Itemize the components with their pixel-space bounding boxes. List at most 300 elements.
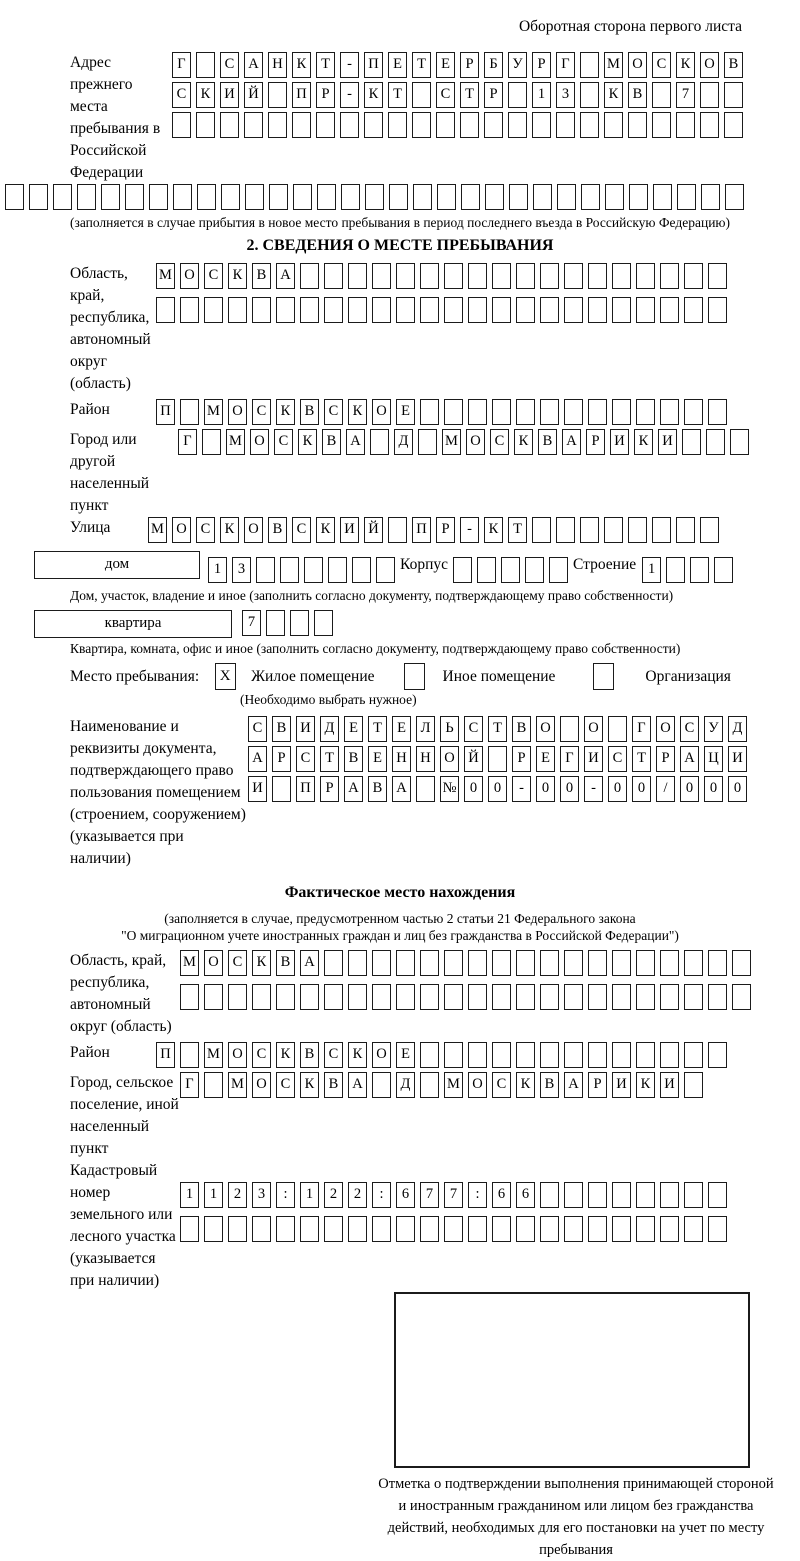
char-cell[interactable] [492, 1042, 511, 1068]
char-cell[interactable] [636, 1042, 655, 1068]
char-cell[interactable] [588, 399, 607, 425]
char-cell[interactable]: - [340, 82, 359, 108]
char-cell[interactable]: Р [656, 746, 675, 772]
char-cell[interactable] [636, 984, 655, 1010]
char-cell[interactable] [293, 184, 312, 210]
char-cell[interactable]: К [300, 1072, 319, 1098]
char-cell[interactable]: Г [172, 52, 191, 78]
char-cell[interactable] [348, 297, 367, 323]
char-cell[interactable] [549, 557, 568, 583]
char-cell[interactable]: О [252, 1072, 271, 1098]
char-cell[interactable] [468, 1042, 487, 1068]
char-cell[interactable]: М [204, 1042, 223, 1068]
char-cell[interactable] [492, 399, 511, 425]
char-cell[interactable]: Д [394, 429, 413, 455]
char-cell[interactable] [314, 610, 333, 636]
char-cell[interactable]: С [220, 52, 239, 78]
char-cell[interactable]: У [508, 52, 527, 78]
char-cell[interactable]: А [562, 429, 581, 455]
apartment-type-box[interactable]: квартира [34, 610, 232, 638]
char-cell[interactable] [420, 263, 439, 289]
char-cell[interactable]: С [292, 517, 311, 543]
char-cell[interactable] [468, 297, 487, 323]
char-cell[interactable] [324, 263, 343, 289]
char-cell[interactable]: К [516, 1072, 535, 1098]
char-cell[interactable] [173, 184, 192, 210]
char-cell[interactable] [516, 950, 535, 976]
char-cell[interactable]: Ь [440, 716, 459, 742]
char-cell[interactable]: Т [488, 716, 507, 742]
char-cell[interactable] [5, 184, 24, 210]
char-cell[interactable] [292, 112, 311, 138]
char-cell[interactable] [588, 950, 607, 976]
char-cell[interactable]: И [660, 1072, 679, 1098]
char-cell[interactable] [509, 184, 528, 210]
char-cell[interactable]: И [584, 746, 603, 772]
char-cell[interactable]: В [540, 1072, 559, 1098]
char-cell[interactable] [444, 399, 463, 425]
char-cell[interactable] [724, 82, 743, 108]
char-cell[interactable] [468, 1216, 487, 1242]
char-cell[interactable] [652, 517, 671, 543]
char-cell[interactable] [204, 1072, 223, 1098]
char-cell[interactable] [396, 263, 415, 289]
char-cell[interactable] [636, 399, 655, 425]
char-cell[interactable] [605, 184, 624, 210]
char-cell[interactable]: 0 [728, 776, 747, 802]
char-cell[interactable] [677, 184, 696, 210]
char-cell[interactable] [676, 517, 695, 543]
char-cell[interactable] [708, 297, 727, 323]
char-cell[interactable] [444, 950, 463, 976]
char-cell[interactable] [636, 950, 655, 976]
char-cell[interactable]: Е [396, 399, 415, 425]
char-cell[interactable] [196, 112, 215, 138]
char-cell[interactable] [604, 517, 623, 543]
char-cell[interactable]: С [324, 1042, 343, 1068]
char-cell[interactable] [612, 399, 631, 425]
char-cell[interactable] [684, 950, 703, 976]
char-cell[interactable]: К [636, 1072, 655, 1098]
char-cell[interactable] [437, 184, 456, 210]
char-cell[interactable]: П [296, 776, 315, 802]
char-cell[interactable] [341, 184, 360, 210]
char-cell[interactable]: Д [728, 716, 747, 742]
char-cell[interactable] [516, 1042, 535, 1068]
char-cell[interactable]: И [220, 82, 239, 108]
char-cell[interactable]: П [156, 399, 175, 425]
char-cell[interactable]: 0 [488, 776, 507, 802]
char-cell[interactable] [564, 297, 583, 323]
char-cell[interactable] [468, 399, 487, 425]
char-cell[interactable] [700, 517, 719, 543]
char-cell[interactable]: 0 [632, 776, 651, 802]
char-cell[interactable] [444, 297, 463, 323]
char-cell[interactable] [564, 1182, 583, 1208]
char-cell[interactable] [180, 399, 199, 425]
char-cell[interactable]: Р [320, 776, 339, 802]
char-cell[interactable] [580, 112, 599, 138]
char-cell[interactable] [420, 1072, 439, 1098]
char-cell[interactable]: Т [320, 746, 339, 772]
char-cell[interactable]: С [324, 399, 343, 425]
char-cell[interactable] [269, 184, 288, 210]
char-cell[interactable]: 1 [300, 1182, 319, 1208]
char-cell[interactable]: Р [484, 82, 503, 108]
char-cell[interactable] [316, 112, 335, 138]
char-cell[interactable]: Б [484, 52, 503, 78]
char-cell[interactable] [684, 1216, 703, 1242]
char-cell[interactable] [676, 112, 695, 138]
char-cell[interactable]: Р [586, 429, 605, 455]
char-cell[interactable] [628, 112, 647, 138]
char-cell[interactable]: В [322, 429, 341, 455]
char-cell[interactable] [228, 297, 247, 323]
char-cell[interactable]: В [276, 950, 295, 976]
char-cell[interactable]: С [252, 1042, 271, 1068]
char-cell[interactable] [708, 1182, 727, 1208]
char-cell[interactable] [588, 1216, 607, 1242]
char-cell[interactable]: О [536, 716, 555, 742]
char-cell[interactable] [636, 263, 655, 289]
char-cell[interactable]: К [292, 52, 311, 78]
char-cell[interactable] [684, 1182, 703, 1208]
char-cell[interactable] [125, 184, 144, 210]
char-cell[interactable] [525, 557, 544, 583]
char-cell[interactable]: К [298, 429, 317, 455]
char-cell[interactable] [413, 184, 432, 210]
char-cell[interactable] [532, 517, 551, 543]
char-cell[interactable] [468, 984, 487, 1010]
char-cell[interactable] [204, 984, 223, 1010]
char-cell[interactable]: 3 [252, 1182, 271, 1208]
char-cell[interactable]: Т [632, 746, 651, 772]
char-cell[interactable] [516, 297, 535, 323]
char-cell[interactable]: 7 [242, 610, 261, 636]
char-cell[interactable] [220, 112, 239, 138]
char-cell[interactable]: М [444, 1072, 463, 1098]
char-cell[interactable]: Г [178, 429, 197, 455]
char-cell[interactable]: С [204, 263, 223, 289]
char-cell[interactable]: Л [416, 716, 435, 742]
char-cell[interactable]: Д [320, 716, 339, 742]
char-cell[interactable] [714, 557, 733, 583]
char-cell[interactable] [372, 950, 391, 976]
char-cell[interactable]: 1 [180, 1182, 199, 1208]
char-cell[interactable]: У [704, 716, 723, 742]
char-cell[interactable] [370, 429, 389, 455]
char-cell[interactable] [180, 984, 199, 1010]
char-cell[interactable]: 1 [642, 557, 661, 583]
char-cell[interactable] [588, 297, 607, 323]
char-cell[interactable]: М [148, 517, 167, 543]
char-cell[interactable] [660, 263, 679, 289]
char-cell[interactable] [508, 82, 527, 108]
char-cell[interactable]: К [252, 950, 271, 976]
char-cell[interactable] [444, 263, 463, 289]
char-cell[interactable] [484, 112, 503, 138]
char-cell[interactable] [420, 297, 439, 323]
char-cell[interactable]: - [584, 776, 603, 802]
char-cell[interactable] [420, 984, 439, 1010]
char-cell[interactable]: Н [268, 52, 287, 78]
char-cell[interactable] [636, 297, 655, 323]
char-cell[interactable] [488, 746, 507, 772]
char-cell[interactable]: Р [272, 746, 291, 772]
char-cell[interactable] [660, 1182, 679, 1208]
char-cell[interactable]: И [728, 746, 747, 772]
char-cell[interactable] [492, 984, 511, 1010]
char-cell[interactable]: 1 [208, 557, 227, 583]
char-cell[interactable]: 2 [324, 1182, 343, 1208]
char-cell[interactable]: 1 [532, 82, 551, 108]
char-cell[interactable] [700, 112, 719, 138]
char-cell[interactable]: С [172, 82, 191, 108]
char-cell[interactable] [612, 263, 631, 289]
char-cell[interactable]: Т [412, 52, 431, 78]
char-cell[interactable]: О [700, 52, 719, 78]
checkbox-other-premises[interactable] [404, 663, 425, 690]
char-cell[interactable] [540, 1042, 559, 1068]
char-cell[interactable]: 6 [492, 1182, 511, 1208]
char-cell[interactable] [540, 1182, 559, 1208]
char-cell[interactable]: С [248, 716, 267, 742]
char-cell[interactable]: А [300, 950, 319, 976]
char-cell[interactable] [396, 984, 415, 1010]
char-cell[interactable]: С [276, 1072, 295, 1098]
char-cell[interactable]: В [368, 776, 387, 802]
char-cell[interactable] [612, 984, 631, 1010]
char-cell[interactable] [324, 297, 343, 323]
char-cell[interactable]: А [344, 776, 363, 802]
char-cell[interactable] [276, 1216, 295, 1242]
char-cell[interactable] [564, 950, 583, 976]
char-cell[interactable] [492, 1216, 511, 1242]
char-cell[interactable] [389, 184, 408, 210]
char-cell[interactable]: Й [464, 746, 483, 772]
char-cell[interactable] [53, 184, 72, 210]
char-cell[interactable]: Н [392, 746, 411, 772]
char-cell[interactable]: 2 [348, 1182, 367, 1208]
char-cell[interactable] [653, 184, 672, 210]
char-cell[interactable]: О [468, 1072, 487, 1098]
char-cell[interactable] [268, 82, 287, 108]
char-cell[interactable] [252, 1216, 271, 1242]
char-cell[interactable] [533, 184, 552, 210]
char-cell[interactable]: Й [244, 82, 263, 108]
char-cell[interactable] [29, 184, 48, 210]
char-cell[interactable] [77, 184, 96, 210]
char-cell[interactable] [180, 1042, 199, 1068]
char-cell[interactable] [725, 184, 744, 210]
char-cell[interactable]: О [228, 1042, 247, 1068]
char-cell[interactable]: Е [396, 1042, 415, 1068]
char-cell[interactable] [652, 82, 671, 108]
char-cell[interactable]: Е [368, 746, 387, 772]
char-cell[interactable] [156, 297, 175, 323]
char-cell[interactable]: С [296, 746, 315, 772]
char-cell[interactable] [588, 1182, 607, 1208]
char-cell[interactable] [700, 82, 719, 108]
char-cell[interactable] [580, 82, 599, 108]
char-cell[interactable] [372, 263, 391, 289]
char-cell[interactable]: Г [632, 716, 651, 742]
char-cell[interactable] [196, 52, 215, 78]
char-cell[interactable] [485, 184, 504, 210]
char-cell[interactable]: О [656, 716, 675, 742]
char-cell[interactable] [580, 517, 599, 543]
char-cell[interactable] [492, 297, 511, 323]
char-cell[interactable] [372, 984, 391, 1010]
char-cell[interactable] [221, 184, 240, 210]
char-cell[interactable]: К [348, 399, 367, 425]
char-cell[interactable]: : [468, 1182, 487, 1208]
char-cell[interactable] [708, 950, 727, 976]
char-cell[interactable]: Р [588, 1072, 607, 1098]
char-cell[interactable]: П [156, 1042, 175, 1068]
char-cell[interactable] [540, 984, 559, 1010]
char-cell[interactable]: К [220, 517, 239, 543]
char-cell[interactable] [556, 112, 575, 138]
char-cell[interactable]: М [226, 429, 245, 455]
char-cell[interactable]: Т [368, 716, 387, 742]
char-cell[interactable] [244, 112, 263, 138]
char-cell[interactable] [682, 429, 701, 455]
char-cell[interactable] [101, 184, 120, 210]
char-cell[interactable] [540, 1216, 559, 1242]
char-cell[interactable] [252, 297, 271, 323]
char-cell[interactable]: / [656, 776, 675, 802]
char-cell[interactable]: С [228, 950, 247, 976]
char-cell[interactable] [396, 950, 415, 976]
char-cell[interactable] [564, 1216, 583, 1242]
char-cell[interactable]: И [612, 1072, 631, 1098]
char-cell[interactable] [172, 112, 191, 138]
char-cell[interactable] [348, 950, 367, 976]
char-cell[interactable]: М [204, 399, 223, 425]
char-cell[interactable] [492, 263, 511, 289]
char-cell[interactable]: : [372, 1182, 391, 1208]
char-cell[interactable]: И [296, 716, 315, 742]
char-cell[interactable] [268, 112, 287, 138]
char-cell[interactable] [660, 399, 679, 425]
char-cell[interactable]: 7 [420, 1182, 439, 1208]
char-cell[interactable]: Т [508, 517, 527, 543]
char-cell[interactable]: О [372, 1042, 391, 1068]
char-cell[interactable] [276, 984, 295, 1010]
char-cell[interactable]: С [680, 716, 699, 742]
char-cell[interactable]: О [172, 517, 191, 543]
char-cell[interactable]: : [276, 1182, 295, 1208]
char-cell[interactable] [636, 1182, 655, 1208]
house-type-box[interactable]: дом [34, 551, 200, 579]
char-cell[interactable] [388, 112, 407, 138]
char-cell[interactable] [228, 1216, 247, 1242]
char-cell[interactable] [732, 950, 751, 976]
char-cell[interactable] [149, 184, 168, 210]
char-cell[interactable] [701, 184, 720, 210]
char-cell[interactable]: К [228, 263, 247, 289]
char-cell[interactable] [666, 557, 685, 583]
char-cell[interactable] [412, 82, 431, 108]
char-cell[interactable] [477, 557, 496, 583]
char-cell[interactable] [612, 1182, 631, 1208]
char-cell[interactable] [564, 263, 583, 289]
char-cell[interactable] [612, 1216, 631, 1242]
char-cell[interactable]: В [724, 52, 743, 78]
char-cell[interactable] [324, 1216, 343, 1242]
char-cell[interactable] [180, 297, 199, 323]
char-cell[interactable] [732, 984, 751, 1010]
char-cell[interactable]: 2 [228, 1182, 247, 1208]
char-cell[interactable] [202, 429, 221, 455]
char-cell[interactable] [204, 297, 223, 323]
char-cell[interactable] [660, 1042, 679, 1068]
char-cell[interactable]: Е [536, 746, 555, 772]
char-cell[interactable]: В [300, 1042, 319, 1068]
char-cell[interactable]: Т [460, 82, 479, 108]
char-cell[interactable]: С [652, 52, 671, 78]
char-cell[interactable]: Е [392, 716, 411, 742]
char-cell[interactable] [564, 399, 583, 425]
char-cell[interactable]: О [584, 716, 603, 742]
char-cell[interactable] [328, 557, 347, 583]
char-cell[interactable]: К [634, 429, 653, 455]
char-cell[interactable] [245, 184, 264, 210]
char-cell[interactable]: А [564, 1072, 583, 1098]
char-cell[interactable]: В [324, 1072, 343, 1098]
char-cell[interactable] [540, 297, 559, 323]
char-cell[interactable] [508, 112, 527, 138]
char-cell[interactable] [300, 984, 319, 1010]
char-cell[interactable] [290, 610, 309, 636]
char-cell[interactable] [412, 112, 431, 138]
char-cell[interactable] [372, 297, 391, 323]
char-cell[interactable]: Г [560, 746, 579, 772]
char-cell[interactable] [468, 263, 487, 289]
char-cell[interactable]: М [156, 263, 175, 289]
char-cell[interactable]: В [272, 716, 291, 742]
char-cell[interactable] [708, 984, 727, 1010]
char-cell[interactable]: О [466, 429, 485, 455]
char-cell[interactable]: К [604, 82, 623, 108]
char-cell[interactable] [180, 1216, 199, 1242]
char-cell[interactable]: А [680, 746, 699, 772]
char-cell[interactable] [444, 1216, 463, 1242]
char-cell[interactable] [540, 399, 559, 425]
char-cell[interactable]: С [608, 746, 627, 772]
char-cell[interactable]: С [196, 517, 215, 543]
char-cell[interactable]: Д [396, 1072, 415, 1098]
char-cell[interactable]: А [348, 1072, 367, 1098]
char-cell[interactable]: И [340, 517, 359, 543]
char-cell[interactable]: О [628, 52, 647, 78]
char-cell[interactable] [684, 297, 703, 323]
char-cell[interactable] [420, 950, 439, 976]
char-cell[interactable]: - [340, 52, 359, 78]
char-cell[interactable]: К [484, 517, 503, 543]
char-cell[interactable] [348, 1216, 367, 1242]
char-cell[interactable]: А [248, 746, 267, 772]
char-cell[interactable] [652, 112, 671, 138]
char-cell[interactable] [252, 984, 271, 1010]
char-cell[interactable] [197, 184, 216, 210]
char-cell[interactable] [460, 112, 479, 138]
char-cell[interactable] [629, 184, 648, 210]
char-cell[interactable]: М [180, 950, 199, 976]
char-cell[interactable] [612, 950, 631, 976]
char-cell[interactable]: К [316, 517, 335, 543]
